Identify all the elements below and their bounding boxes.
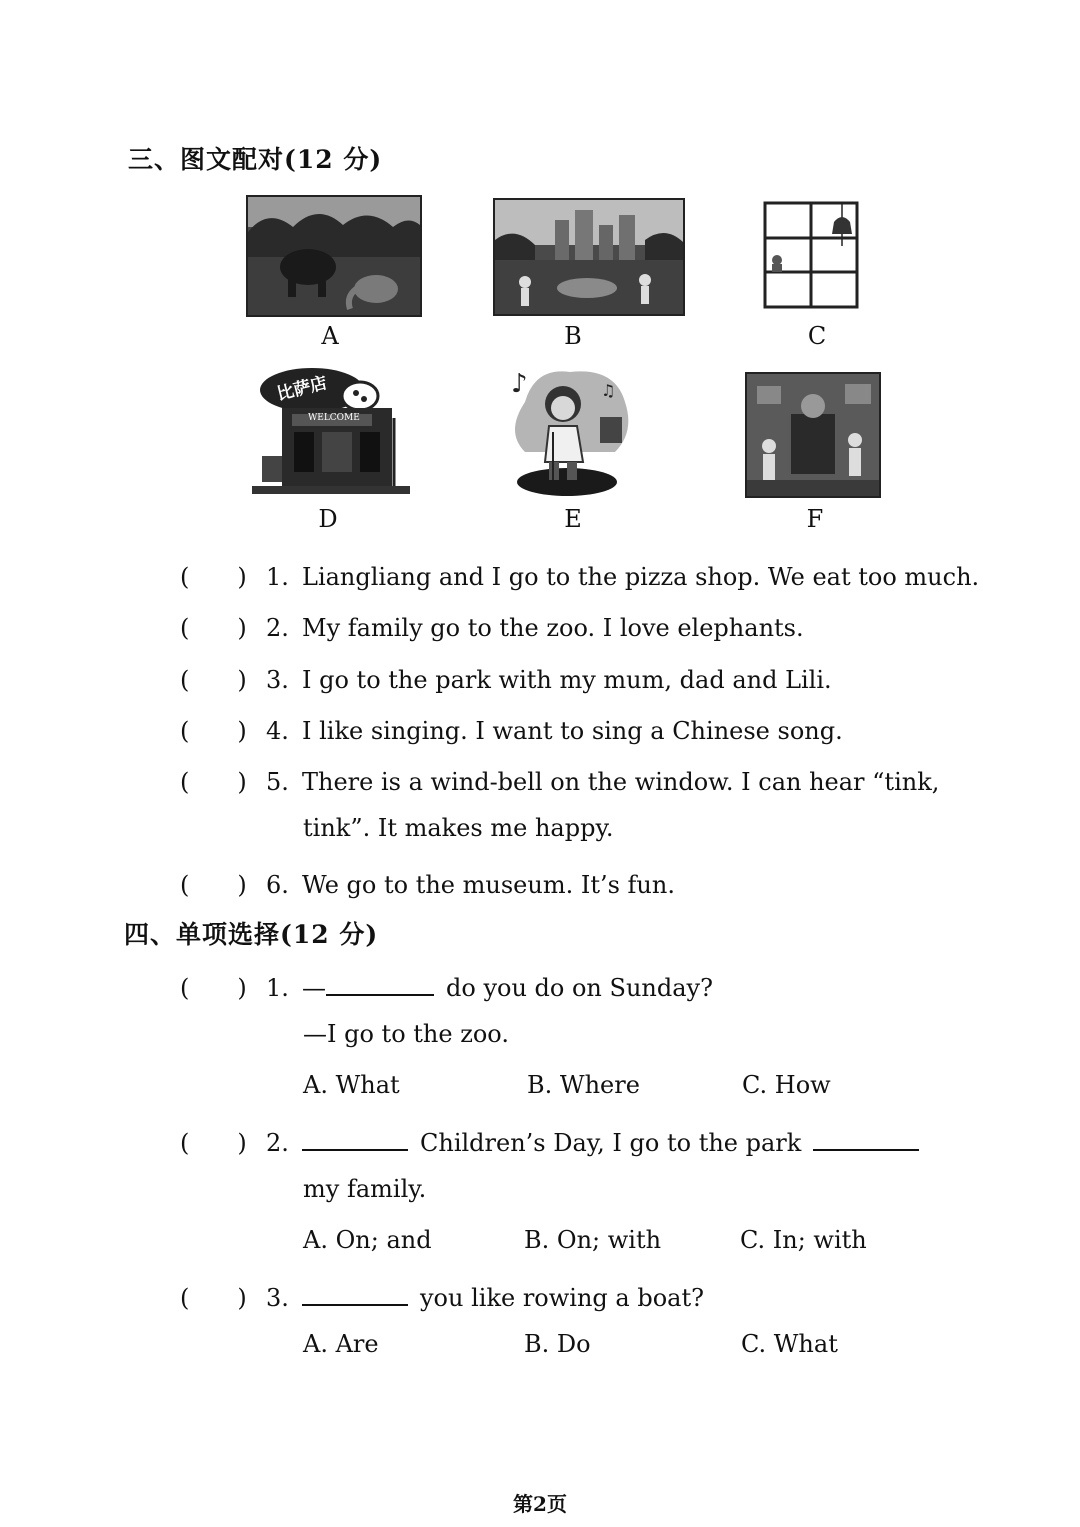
option-b: B. On; with — [524, 1226, 662, 1254]
park-city-image — [493, 198, 685, 316]
question-number: 3. — [266, 1284, 289, 1312]
svg-text:♪: ♪ — [511, 369, 528, 399]
question-number: 2. — [266, 1129, 289, 1157]
answer-blank[interactable]: ( ) — [180, 974, 247, 1002]
question-number: 1. — [266, 563, 289, 591]
question-number: 1. — [266, 974, 289, 1002]
s4-question-1 — [180, 968, 713, 1003]
option-b: B. Where — [527, 1071, 640, 1099]
zoo-elephants-image — [246, 195, 422, 317]
option-a: A. On; and — [303, 1226, 432, 1254]
answer-blank[interactable]: ( ) — [180, 666, 247, 694]
question-number: 6. — [266, 871, 289, 899]
question-number: 4. — [266, 717, 289, 745]
pizza-shop-image — [252, 368, 410, 496]
picture-label-d: D — [318, 505, 338, 533]
option-c: C. In; with — [740, 1226, 867, 1254]
window-wind-bell-image — [762, 200, 860, 310]
fill-blank[interactable] — [326, 974, 434, 996]
option-a: A. What — [303, 1071, 400, 1099]
s3-question-1 — [180, 557, 979, 592]
s4-question-3 — [180, 1278, 704, 1313]
picture-label-b: B — [564, 322, 582, 350]
s4-question-2-continued: my family. — [303, 1175, 427, 1203]
answer-blank[interactable]: ( ) — [180, 717, 247, 745]
question-number: 3. — [266, 666, 289, 694]
question-text: Children’s Day, I go to the park — [420, 1129, 802, 1157]
question-dash: — — [302, 974, 326, 1002]
question-text: My family go to the zoo. I love elephants. — [302, 614, 804, 642]
section-4-title: 四、单项选择(12 分) — [124, 920, 379, 949]
answer-blank[interactable]: ( ) — [180, 768, 247, 796]
question-text: you like rowing a boat? — [420, 1284, 704, 1312]
answer-blank[interactable]: ( ) — [180, 871, 247, 899]
answer-blank[interactable]: ( ) — [180, 614, 247, 642]
question-text: Liangliang and I go to the pizza shop. We eat too much. — [302, 563, 980, 591]
answer-blank[interactable]: ( ) — [180, 563, 247, 591]
page-number: 第2页 — [513, 1492, 567, 1516]
s3-question-4 — [180, 711, 843, 746]
fill-blank[interactable] — [302, 1284, 408, 1306]
s3-question-5 — [180, 762, 939, 797]
picture-label-a: A — [321, 322, 339, 350]
fill-blank[interactable] — [302, 1129, 408, 1151]
question-number: 2. — [266, 614, 289, 642]
s3-question-2 — [180, 608, 804, 643]
picture-label-c: C — [807, 322, 827, 350]
pizza-shop-welcome: WELCOME — [308, 413, 360, 423]
question-text: There is a wind-bell on the window. I can hear “tink, — [302, 768, 940, 796]
pizza-shop-sign: 比萨店 — [274, 373, 330, 405]
question-number: 5. — [266, 768, 289, 796]
option-b: B. Do — [524, 1330, 591, 1358]
section-3-title: 三、图文配对(12 分) — [128, 145, 383, 174]
option-c: C. What — [741, 1330, 838, 1358]
question-text: do you do on Sunday? — [446, 974, 713, 1002]
s4-question-1-answer-line: —I go to the zoo. — [303, 1020, 509, 1048]
question-text: I go to the park with my mum, dad and Lili. — [302, 666, 832, 694]
option-a: A. Are — [303, 1330, 379, 1358]
answer-blank[interactable]: ( ) — [180, 1284, 247, 1312]
question-text: I like singing. I want to sing a Chinese song. — [302, 717, 843, 745]
question-text: We go to the museum. It’s fun. — [302, 871, 675, 899]
museum-image — [745, 372, 881, 498]
s4-question-2 — [180, 1123, 919, 1158]
girl-singing-image — [505, 362, 635, 500]
answer-blank[interactable]: ( ) — [180, 1129, 247, 1157]
s3-question-6 — [180, 865, 675, 900]
fill-blank[interactable] — [813, 1129, 919, 1151]
s3-question-3 — [180, 660, 832, 695]
svg-text:♫: ♫ — [601, 381, 616, 400]
option-c: C. How — [742, 1071, 831, 1099]
s3-question-5-continued: tink”. It makes me happy. — [303, 814, 614, 842]
picture-label-f: F — [806, 505, 824, 533]
picture-label-e: E — [564, 505, 582, 533]
